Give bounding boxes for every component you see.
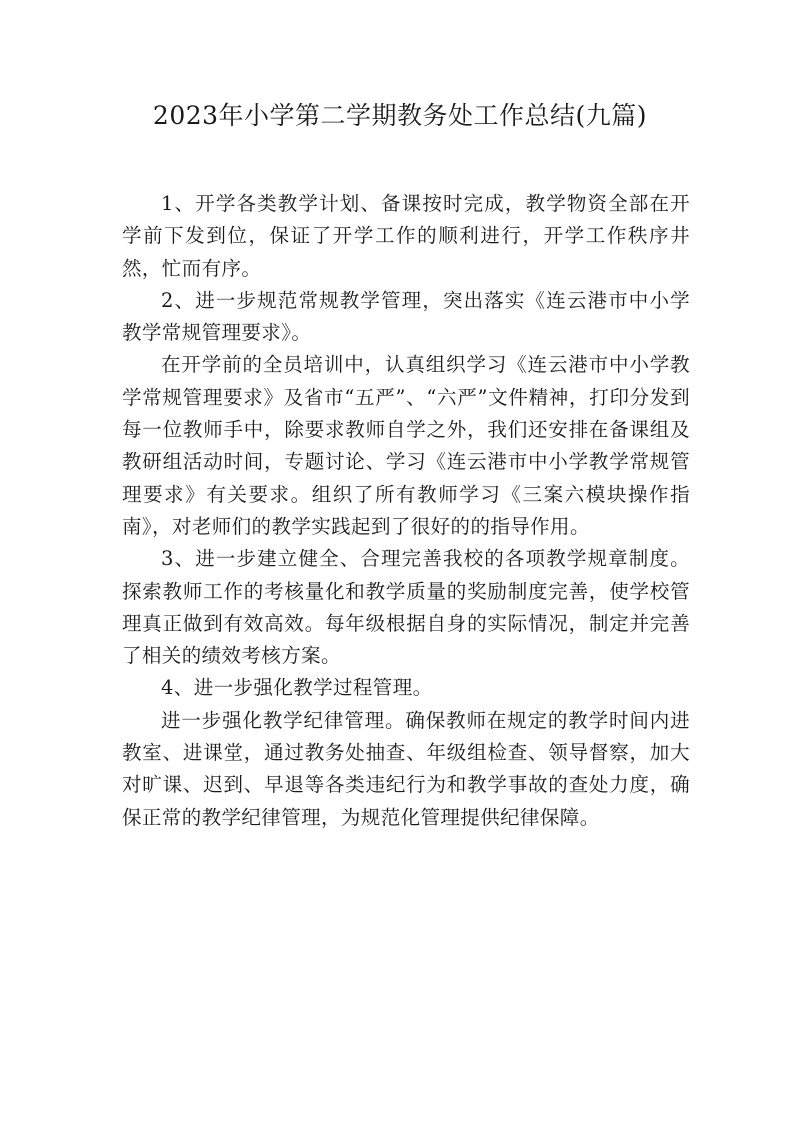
paragraph-6: 进一步强化教学纪律管理。确保教师在规定的教学时间内进教室、进课堂，通过教务处抽查、年级组检查、领导督察，加大对旷课、迟到、早退等各类违纪行为和教学事故的查处力度，确保正常的教学纪律管理，为规范化管理提供纪律保障。 bbox=[122, 708, 690, 829]
document-body bbox=[122, 188, 690, 834]
paragraph-3: 在开学前的全员培训中，认真组织学习《连云港市中小学教学常规管理要求》及省市“五严”、“六严”文件精神，打印分发到每一位教师手中，除要求教师自学之外，我们还安排在备课组及教研组活动时间，专题讨论、学习《连云港市中小学教学常规管理要求》有关要求。组织了所有教师学习《三案六模块操作指南》，对老师们的教学实践起到了很好的的指导作用。 bbox=[122, 353, 690, 538]
paragraph-2: 2、进一步规范常规教学管理，突出落实《连云港市中小学教学常规管理要求》。 bbox=[122, 288, 690, 345]
document-title: 2023年小学第二学期教务处工作总结(九篇) bbox=[152, 101, 648, 130]
paragraph-5: 4、进一步强化教学过程管理。 bbox=[161, 676, 433, 700]
paragraph-4: 3、进一步建立健全、合理完善我校的各项教学规章制度。探索教师工作的考核量化和教学质量的奖励制度完善，使学校管理真正做到有效高效。每年级根据自身的实际情况，制定并完善了相关的绩效考核方案。 bbox=[122, 547, 690, 668]
paragraph-1: 1、开学各类教学计划、备课按时完成，教学物资全部在开学前下发到位，保证了开学工作的顺利进行，开学工作秩序井然，忙而有序。 bbox=[122, 192, 690, 280]
